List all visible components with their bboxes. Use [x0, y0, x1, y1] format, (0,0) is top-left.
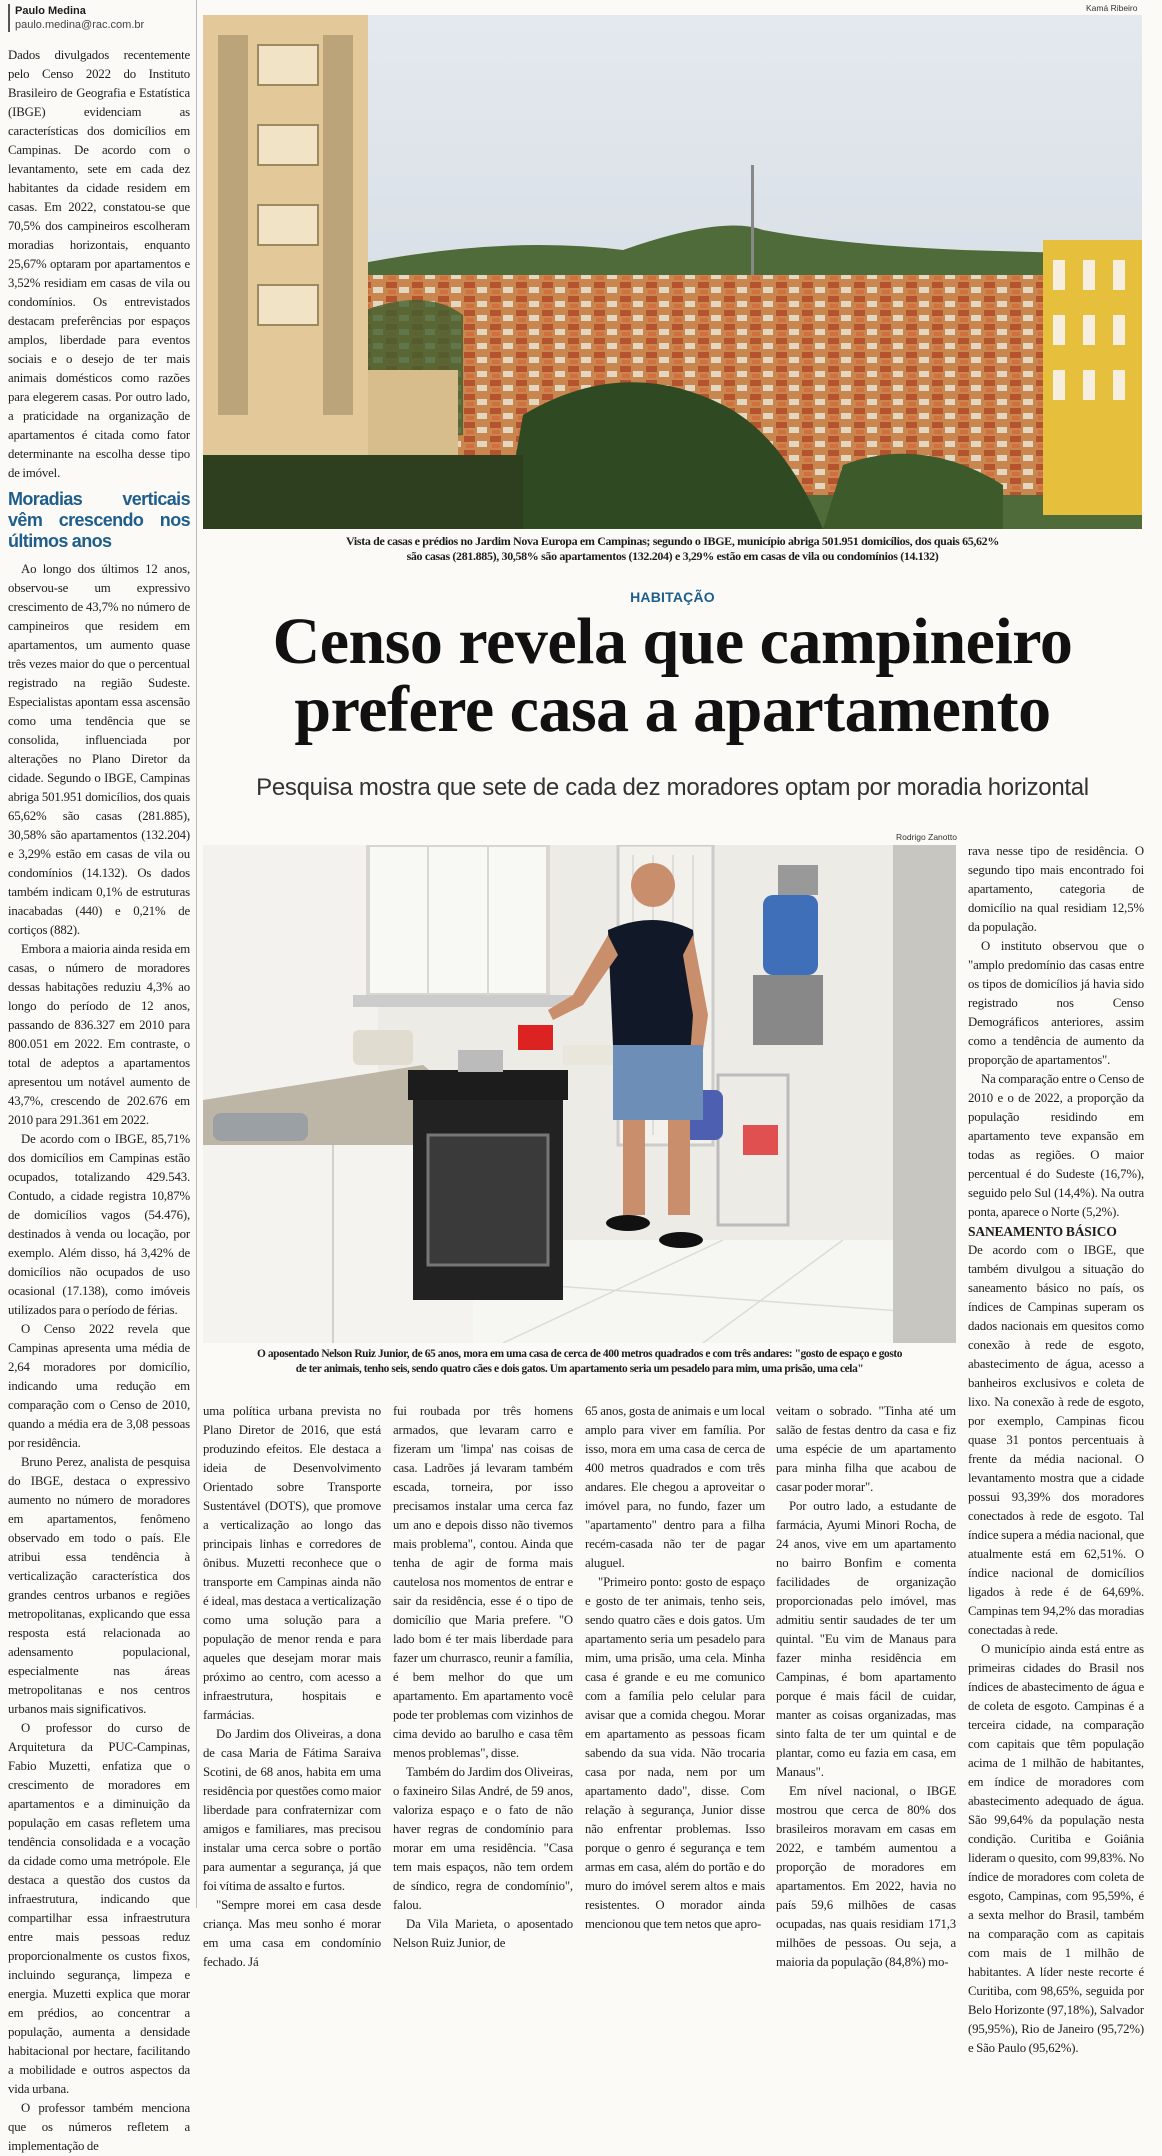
- paragraph: Da Vila Marieta, o aposentado Nelson Ruiz Junior, de: [393, 1917, 573, 1950]
- paragraph: Por outro lado, a estudante de farmácia, Ayumi Minori Rocha, de 24 anos, vive em um apartamento no bairro Bonfim e comenta facilidades de organização proporcionadas pelo imóvel, mas admitiu sentir saudades de ter um quintal. "Eu vim de Manaus para fazer minha residência em Campinas, é bom apartamento porque é mais fácil de cuidar, manter as coisas organizadas, mas sinto falta de ter um quintal e de plantar, como eu fazia em casa, em Manaus".: [776, 1499, 956, 1779]
- paragraph: O instituto observou que o "amplo predomínio das casas entre os tipos de domicílios já havia sido registrado nos Censo Demográficos anteriores, assim como a tendência de aumento da proporção de apartamentos".: [968, 939, 1144, 1067]
- paragraph: O município ainda está entre as primeiras cidades do Brasil nos índices de abastecimento de água e de coleta de esgoto. Campinas é a terceira cidade, na comparação com capitais que têm população acima de 1 milhão de habitantes, em índice de moradores com abastecimento adequado de água. São 99,64% da população nesta condição. Curitiba e Goiânia lideram o quesito, com 99,83%. No índice de moradores com coleta de esgoto, Campinas, com 95,59%, é a sexta melhor do Brasil, também na comparação com as capitais com mais de 1 milhão de habitantes. A líder neste recorte é Curitiba, com 98,65%, seguida por Belo Horizonte (97,18%), Salvador (95,95%), Rio de Janeiro (95,72%) e São Paulo (95,62%).: [968, 1642, 1144, 2055]
- paragraph: uma política urbana prevista no Plano Diretor de 2016, que está produzindo efeitos. Ele destaca a ideia de Desenvolvimento Orientado sobre Transporte Sustentável (DOTS), que promove a verticalização ao longo das principais linhas e corredores de ônibus. Muzetti reconhece que o transporte em Campinas ainda não é ideal, mas destaca a verticalização como uma solução para a população de menor renda e para aqueles que desejam morar mais próximo ao centro, com acesso a infraestrutura, hospitais e farmácias.: [203, 1404, 381, 1722]
- body-column-5: [776, 1402, 956, 1972]
- paragraph: O Censo 2022 revela que Campinas apresenta uma média de 2,64 moradores por domicílio, indicando uma redução em comparação com o Censo de 2010, quando a média era de 3,08 pessoas por residência.: [8, 1322, 190, 1450]
- column-paragraphs: [393, 1402, 573, 1953]
- author-name: Paulo Medina: [15, 5, 86, 17]
- paragraph: O professor também menciona que os números refletem a implementação de: [8, 2101, 190, 2153]
- caption-line: de ter animais, tenho seis, sendo quatro cães e dois gatos. Um apartamento seria um pesadelo para mim, uma prisão, uma cela": [295, 1363, 864, 1375]
- body-column-4: [585, 1402, 765, 1934]
- paragraph: Embora a maioria ainda resida em casas, o número de moradores dessas habitações reduziu 4,3% ao longo do período de 12 anos, passando de 836.327 em 2010 para 800.051 em 2022. Em contraste, o total de adeptos a apartamentos apresentou um notável aumento de 43,7%, crescendo de 202.676 em 2010 para 291.361 em 2022.: [8, 942, 190, 1127]
- paragraph: "Primeiro ponto: gosto de espaço e gosto de ter animais, tenho seis, sendo quatro cães e dois gatos. Um apartamento seria um pesadelo para mim, uma prisão, uma cela. Minha casa é grande e eu me comunico com a família pelo celular para avisar que a comida chegou. Morar em apartamento as pessoas ficam sabendo da sua vida. Não trocaria casa por nada, nem por um apartamento dado", disse. Com relação à segurança, Junior disse não enfrentar problemas. Isso porque o genro é segurança e tem armas em casa, além do portão e do muro do imóvel serem altos e mais resistentes. O morador ainda mencionou que tem netos que apro-: [585, 1575, 765, 1931]
- section-heading-saneamento: SANEAMENTO BÁSICO: [968, 1224, 1117, 1239]
- paragraph: O professor do curso de Arquitetura da PUC-Campinas, Fabio Muzetti, enfatiza que o crescimento de moradores em apartamentos e a diminuição da população em casas refletem uma tendência consolidada e a vocação da cidade como uma metrópole. Ele destaca a questão dos custos da infraestrutura, indicando que compartilhar essa infraestrutura entre mais pessoas reduz proporcionalmente os custos fixos, incluindo segurança, limpeza e energia. Muzetti explica que morar em prédios, ao concentrar a população, aumenta a densidade habitacional por hectare, facilitando a mobilidade e outros aspectos da vida urbana.: [8, 1721, 190, 2096]
- photo-cityscape: [203, 15, 1142, 529]
- paragraph: Ao longo dos últimos 12 anos, observou-se um expressivo crescimento de 43,7% no número de campineiros que residem em apartamentos, um aumento quase três vezes maior do que o percentual registrado na região Sudeste. Especialistas apontam essa ascensão como uma tendência que se consolida, influenciada por alterações no Plano Diretor da cidade. Segundo o IBGE, Campinas abriga 501.951 domicílios, dos quais 65,62% são casas (281.885), 30,58% são apartamentos (132.204) e 3,29% estão em casas de vila ou condomínios (14.132). Os dados também indicam 0,1% de estruturas inacabadas (440) e 0,21% de cortiços (882).: [8, 562, 190, 937]
- paragraph: "Sempre morei em casa desde criança. Mas meu sonho é morar em uma casa em condomínio fechado. Já: [203, 1898, 381, 1969]
- saneamento-paragraphs: [968, 1241, 1144, 2058]
- paragraph: fui roubada por três homens armados, que levaram carro e fizeram um 'limpa' nas coisas de casa. Ladrões já levaram também escada, torneira, por isso precisamos instalar uma cerca faz um ano e depois disso não tivemos mais problema", contou. Ainda que tenha de agir de forma mais cautelosa nos momentos de entrar e sair da residência, esse é o tipo de domicílio que Maria prefere. "O lado bom é ter mais liberdade para fazer um churrasco, reunir a família, é bem melhor do que um apartamento. Em apartamento você pode ter problemas com vizinhos de cima devido ao barulho e casa têm menos problemas", disse.: [393, 1404, 573, 1760]
- paragraph: Na comparação entre o Censo de 2010 e o de 2022, a proporção da população residindo em apartamento teve expansão em todas as regiões. O maior percentual é do Sudeste (16,7%), seguido pelo Sul (14,4%). Na outra ponta, aparece o Norte (5,2%).: [968, 1072, 1144, 1219]
- paragraph: De acordo com o IBGE, 85,71% dos domicílios em Campinas estão ocupados, totalizando 429.543. Contudo, a cidade registra 10,87% de domicílios vagos (54.476), destinados à venda ou locação, por exemplo. Além disso, há 3,42% de domicílios não ocupados de uso ocasional (17.138), como imóveis utilizados para o período de férias.: [8, 1132, 190, 1317]
- subheadline: Pesquisa mostra que sete de cada dez moradores optam por moradia horizontal: [256, 774, 1089, 801]
- column-divider: [196, 0, 197, 1908]
- photo-kitchen: [203, 845, 956, 1343]
- paragraph: Em nível nacional, o IBGE mostrou que cerca de 80% dos brasileiros moravam em casas em 2022, e também aumentou a proporção de moradores em apartamentos. Em 2022, havia no país 59,6 milhões de casas ocupadas, nas quais residiam 171,3 milhões de pessoas. Ou seja, a maioria da população (84,8%) mo-: [776, 1784, 956, 1969]
- right-column: [968, 842, 1144, 2058]
- caption-line: O aposentado Nelson Ruiz Junior, de 65 anos, mora em uma casa de cerca de 400 metros quadrados e com três andares: "gosto de espaço e gosto: [256, 1348, 903, 1360]
- paragraph: rava nesse tipo de residência. O segundo tipo mais encontrado foi apartamento, categoria de domicílio na qual residiam 12,5% da população.: [968, 844, 1144, 934]
- photo-credit-bottom: Rodrigo Zanotto: [896, 832, 957, 842]
- left-column: [8, 46, 190, 2156]
- left-paragraphs: [8, 560, 190, 2156]
- photo-caption-bottom: [203, 1347, 956, 1377]
- author-email: paulo.medina@rac.com.br: [15, 19, 145, 31]
- section-subhead: Moradias verticais vêm crescendo nos últimos anos: [8, 489, 190, 551]
- body-column-2: [203, 1402, 381, 1972]
- intro-paragraph: Dados divulgados recentemente pelo Censo 2022 do Instituto Brasileiro de Geografia e Estatística (IBGE) evidenciam as características dos domicílios em Campinas. De acordo com o levantamento, sete em cada dez habitantes da cidade residem em casas. Em 2022, constatou-se que 70,5% dos campineiros escolheram moradias horizontais, enquanto 25,67% optaram por apartamentos e 3,52% residiam em casas de vila ou condomínios. Os entrevistados destacam preferências por espaços amplos, liberdade para eventos sociais e o desejo de ter mais animais domésticos como razões para elegerem casas. Por outro lado, a praticidade na organização de apartamentos é citada como fator determinante na escolha desse tipo de imóvel.: [8, 48, 190, 480]
- caption-line: Vista de casas e prédios no Jardim Nova Europa em Campinas; segundo o IBGE, município abriga 501.951 domicílios, dos quais 65,62%: [346, 534, 999, 548]
- paragraph: veitam o sobrado. "Tinha até um salão de festas dentro da casa e fiz uma espécie de um apartamento para minha filha que acabou de casar poder morar".: [776, 1404, 956, 1494]
- column-paragraphs: [776, 1402, 956, 1972]
- paragraph: Do Jardim dos Oliveiras, a dona de casa Maria de Fátima Saraiva Scotini, de 68 anos, habita em uma residência por questões como maior liberdade para confraternizar com amigos e familiares, mas precisou instalar uma cerca sobre o portão para aumentar a segurança, já que foi vítima de assalto e furtos.: [203, 1727, 381, 1893]
- caption-line: são casas (281.885), 30,58% são apartamentos (132.204) e 3,29% estão em casas de vila ou condomínios (14.132): [406, 549, 939, 563]
- photo-credit-top: Kamá Ribeiro: [1086, 3, 1138, 13]
- paragraph: De acordo com o IBGE, que também divulgou a situação do saneamento básico no país, os índices de Campinas superam os dados nacionais em quesitos como conexão à rede de esgoto, abastecimento de água, acesso a banheiros exclusivos e coleta de lixo. Na conexão à rede de esgoto, por exemplo, Campinas ficou quase 31 pontos percentuais à frente da média nacional. O levantamento mostra que a cidade possui 93,39% dos moradores conectados à rede de esgoto. Tal índice supera a média nacional, que atualmente está em 62,51%. O índice nacional de domicílios ligados à rede é de 64,69%. Campinas tem 94,2% das moradias conectadas à rede.: [968, 1243, 1144, 1637]
- paragraph: 65 anos, gosta de animais e um local amplo para viver em família. Por isso, mora em uma casa de cerca de 400 metros quadrados e com três andares. Ele chegou a aproveitar o imóvel para, no fundo, fazer um "apartamento" dentro para a filha recém-casada não ter de pagar aluguel.: [585, 1404, 765, 1570]
- right-paragraphs: [968, 842, 1144, 1222]
- section-kicker: HABITAÇÃO: [630, 589, 715, 605]
- headline-line: Censo revela que campineiro: [272, 605, 1073, 678]
- byline: [8, 4, 144, 32]
- paragraph: Bruno Perez, analista de pesquisa do IBGE, destaca o expressivo aumento no número de moradores em apartamentos, fenômeno observado em todo o país. Ele atribui essa tendência à verticalização característica dos grandes centros urbanos e regiões metropolitanas, explicando que essa resposta está relacionada ao adensamento populacional, especialmente nas áreas metropolitanas e nos centros urbanos mais significativos.: [8, 1455, 190, 1716]
- headline-line: prefere casa a apartamento: [294, 673, 1051, 746]
- headline: [203, 605, 1142, 746]
- column-paragraphs: [585, 1402, 765, 1934]
- body-column-3: [393, 1402, 573, 1953]
- column-paragraphs: [203, 1402, 381, 1972]
- paragraph: Também do Jardim dos Oliveiras, o faxineiro Silas André, de 59 anos, valoriza espaço e o fato de não haver regras de condomínio para morar em uma residência. "Casa tem mais espaços, não tem ordem de síndico, regra de condomínio", falou.: [393, 1765, 573, 1912]
- photo-caption-top: [203, 534, 1142, 564]
